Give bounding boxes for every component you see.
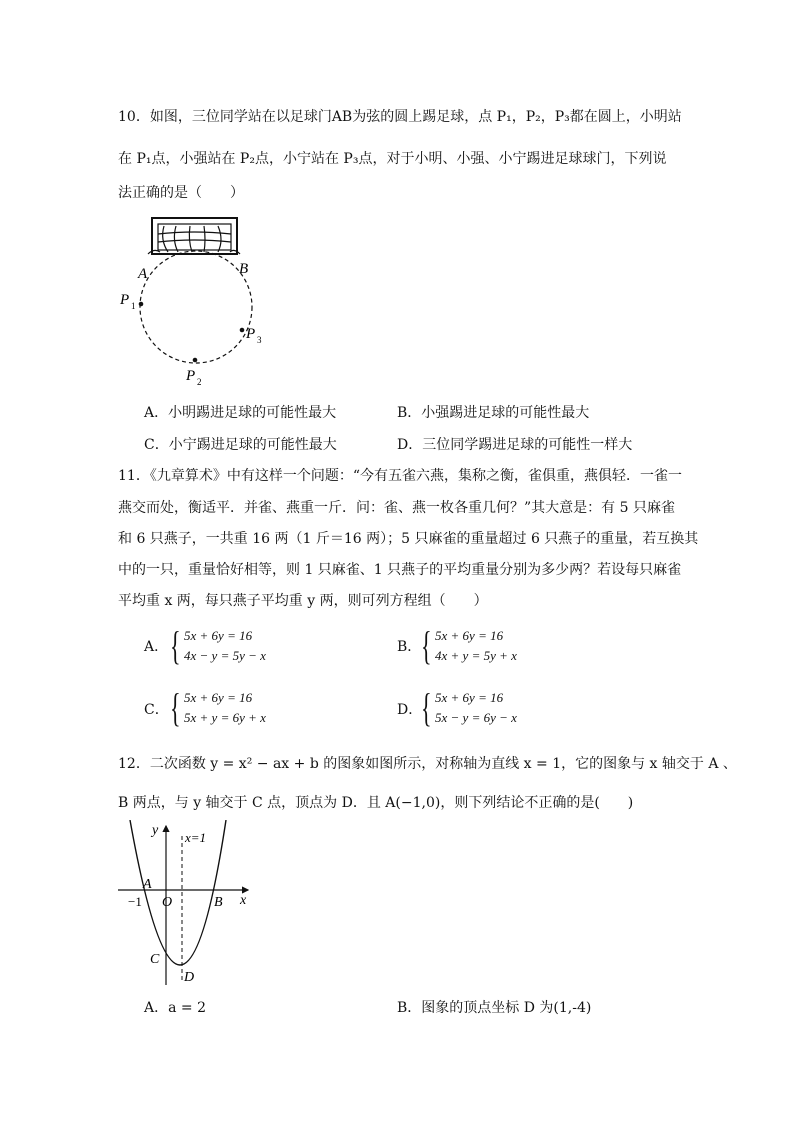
q10-option-c[interactable]: C．小宁踢进足球的可能性最大 (144, 437, 337, 453)
equation-1: 5x + 6y = 16 (435, 690, 504, 705)
brace-icon: { (421, 623, 432, 668)
label-b: B (239, 261, 249, 277)
q12-option-a[interactable]: A．a = 2 (144, 1000, 206, 1016)
equation-2: 5x − y = 6y − x (435, 710, 517, 725)
equation-2: 4x − y = 5y − x (184, 648, 266, 663)
q11-stem-line1: 11．《九章算术》中有这样一个问题：“今有五雀六燕，集称之衡，雀俱重，燕俱轻．一雀一 (118, 468, 682, 484)
label-a: A (138, 266, 148, 282)
q10-stem-line1: 10．如图，三位同学站在以足球门AB为弦的圆上踢足球，点 P₁，P₂，P₃都在圆上，小明站 (118, 109, 682, 125)
label-p1-sub: 1 (131, 301, 136, 311)
label-b: B (214, 895, 223, 910)
q12-option-b[interactable]: B．图象的顶点坐标 D 为(1,-4) (397, 1000, 592, 1016)
q11-stem-line3: 和 6 只燕子，一共重 16 两（1 斤＝16 两）；5 只麻雀的重量超过 6 只燕子的重量，若互换其 (118, 531, 699, 547)
q11-option-a-label[interactable]: A． (144, 639, 169, 655)
label-p2-sub: 2 (197, 377, 202, 387)
label-o: O (162, 895, 173, 910)
label-y: y (152, 823, 159, 838)
dashed-circle (140, 251, 252, 363)
label-p3-sub: 3 (257, 335, 262, 345)
q11-option-d-label[interactable]: D． (397, 702, 423, 718)
brace-icon: { (170, 685, 181, 730)
label-p1: P (120, 292, 130, 308)
equation-1: 5x + 6y = 16 (184, 628, 253, 643)
equation-1: 5x + 6y = 16 (435, 628, 504, 643)
q10-option-a[interactable]: A．小明踢进足球的可能性最大 (144, 405, 337, 421)
label-neg1: −1 (128, 894, 142, 909)
label-p2: P (186, 368, 196, 384)
q10-figure-soccer-goal-circle (112, 212, 272, 392)
label-x: x (240, 893, 247, 908)
brace-icon: { (170, 623, 181, 668)
q10-option-d[interactable]: D．三位同学踢进足球的可能性一样大 (397, 437, 633, 453)
q11-option-c-system[interactable] (170, 685, 280, 730)
q11-option-b-label[interactable]: B． (397, 639, 422, 655)
q11-stem-line5: 平均重 x 两，每只燕子平均重 y 两，则可列方程组（ ） (118, 593, 488, 609)
q10-option-b[interactable]: B．小强踢进足球的可能性最大 (397, 405, 590, 421)
label-a: A (143, 877, 152, 892)
equation-2: 4x + y = 5y + x (435, 648, 517, 663)
label-p3: P (246, 326, 256, 342)
q11-stem-line4: 中的一只，重量恰好相等，则 1 只麻雀、1 只燕子的平均重量分别为多少两？若设每只麻雀 (118, 562, 682, 578)
q12-stem-line2: B 两点，与 y 轴交于 C 点，顶点为 D．且 A(−1,0)，则下列结论不正确的是( ) (118, 795, 634, 811)
q10-stem-line2: 在 P₁点，小强站在 P₂点，小宁站在 P₃点，对于小明、小强、小宁踢进足球球门，下列说 (118, 151, 667, 167)
label-c: C (150, 952, 160, 967)
point-p3 (240, 328, 245, 333)
point-p1 (139, 302, 144, 307)
soccer-goal-icon (148, 218, 240, 254)
q12-figure-parabola (114, 820, 254, 990)
q11-option-c-label[interactable]: C． (144, 702, 169, 718)
q10-stem-line3: 法正确的是（ ） (118, 185, 244, 201)
equation-2: 5x + y = 6y + x (184, 710, 266, 725)
label-d: D (184, 970, 195, 985)
brace-icon: { (421, 685, 432, 730)
label-symmetry: x=1 (185, 830, 207, 845)
q12-stem-line1: 12．二次函数 y = x² − ax + b 的图象如图所示，对称轴为直线 x = 1，它的图象与 x 轴交于 A 、 (118, 756, 737, 772)
q11-option-b-system[interactable] (421, 623, 531, 668)
point-p2 (193, 358, 198, 363)
parabola-curve (130, 820, 226, 965)
q11-option-a-system[interactable] (170, 623, 280, 668)
q11-option-d-system[interactable] (421, 685, 531, 730)
q11-stem-line2: 燕交而处，衡适平．并雀、燕重一斤．问：雀、燕一枚各重几何？”其大意是：有 5 只麻雀 (118, 500, 675, 516)
equation-1: 5x + 6y = 16 (184, 690, 253, 705)
